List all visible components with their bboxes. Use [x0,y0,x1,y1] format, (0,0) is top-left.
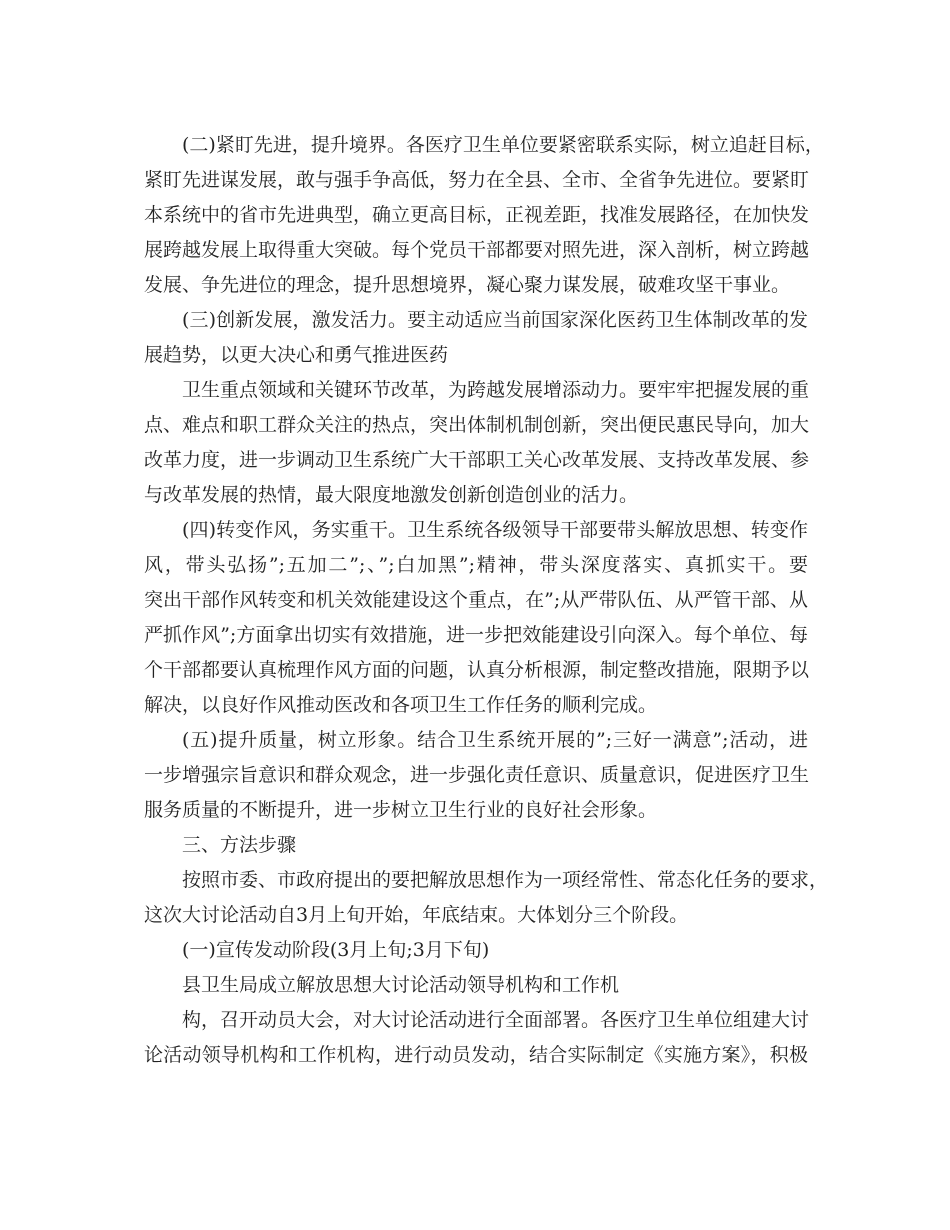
text-line: 紧盯先进谋发展，敢与强手争高低，努力在全县、全市、全省争先进位。要紧盯 [144,169,810,191]
text-line: (二)紧盯先进，提升境界。各医疗卫生单位要紧密联系实际，树立追赶目标， [182,134,824,156]
text-line: 这次大讨论活动自3月上旬开始，年底结束。大体划分三个阶段。 [144,904,689,926]
text-line: 服务质量的不断提升，进一步树立卫生行业的良好社会形象。 [144,799,658,821]
text-line: 按照市委、市政府提出的要把解放思想作为一项经常性、常态化任务的要求， [182,869,829,891]
text-line: 突出干部作风转变和机关效能建设这个重点，在”;从严带队伍、从严管干部、从 [144,589,808,611]
text-line: 改革力度，进一步调动卫生系统广大干部职工关心改革发展、支持改革发展、参 [144,449,810,471]
text-line: 点、难点和职工群众关注的热点，突出体制机制创新，突出便民惠民导向，加大 [144,414,810,436]
text-line: 三、方法步骤 [182,834,297,856]
text-line: 县卫生局成立解放思想大讨论活动领导机构和工作机 [182,974,620,996]
text-line: 展趋势，以更大决心和勇气推进医药 [144,344,449,366]
text-line: 严抓作风”;方面拿出切实有效措施，进一步把效能建设引向深入。每个单位、每 [144,624,808,646]
text-line: 构，召开动员大会，对大讨论活动进行全面部署。各医疗卫生单位组建大讨 [182,1009,810,1031]
text-line: 风，带头弘扬”;五加二”;、”;白加黑”;精神，带头深度落实、真抓实干。要 [144,554,808,576]
text-line: 展跨越发展上取得重大突破。每个党员干部都要对照先进，深入剖析，树立跨越 [144,239,810,261]
text-line: 解决，以良好作风推动医改和各项卫生工作任务的顺利完成。 [144,694,658,716]
document-body [144,128,829,1073]
text-line: (四)转变作风，务实重干。卫生系统各级领导干部要带头解放思想、转变作 [182,519,808,541]
text-line: (五)提升质量，树立形象。结合卫生系统开展的”;三好一满意”;活动，进 [182,729,808,751]
text-line: (三)创新发展，激发活力。要主动适应当前国家深化医药卫生体制改革的发 [182,309,808,331]
text-line: 卫生重点领域和关键环节改革，为跨越发展增添动力。要牢牢把握发展的重 [182,379,810,401]
text-line: 发展、争先进位的理念，提升思想境界，凝心聚力谋发展，破难攻坚干事业。 [144,274,791,296]
text-line: 论活动领导机构和工作机构，进行动员发动，结合实际制定《实施方案》，积极 [144,1044,808,1066]
text-line: 一步增强宗旨意识和群众观念，进一步强化责任意识、质量意识，促进医疗卫生 [144,764,810,786]
text-line: (一)宣传发动阶段(3月上旬;3月下旬) [182,939,490,961]
text-line: 个干部都要认真梳理作风方面的问题，认真分析根源，制定整改措施，限期予以 [144,659,810,681]
text-line: 本系统中的省市先进典型，确立更高目标，正视差距，找准发展路径，在加快发 [144,204,810,226]
text-line: 与改革发展的热情，最大限度地激发创新创造创业的活力。 [144,484,639,506]
